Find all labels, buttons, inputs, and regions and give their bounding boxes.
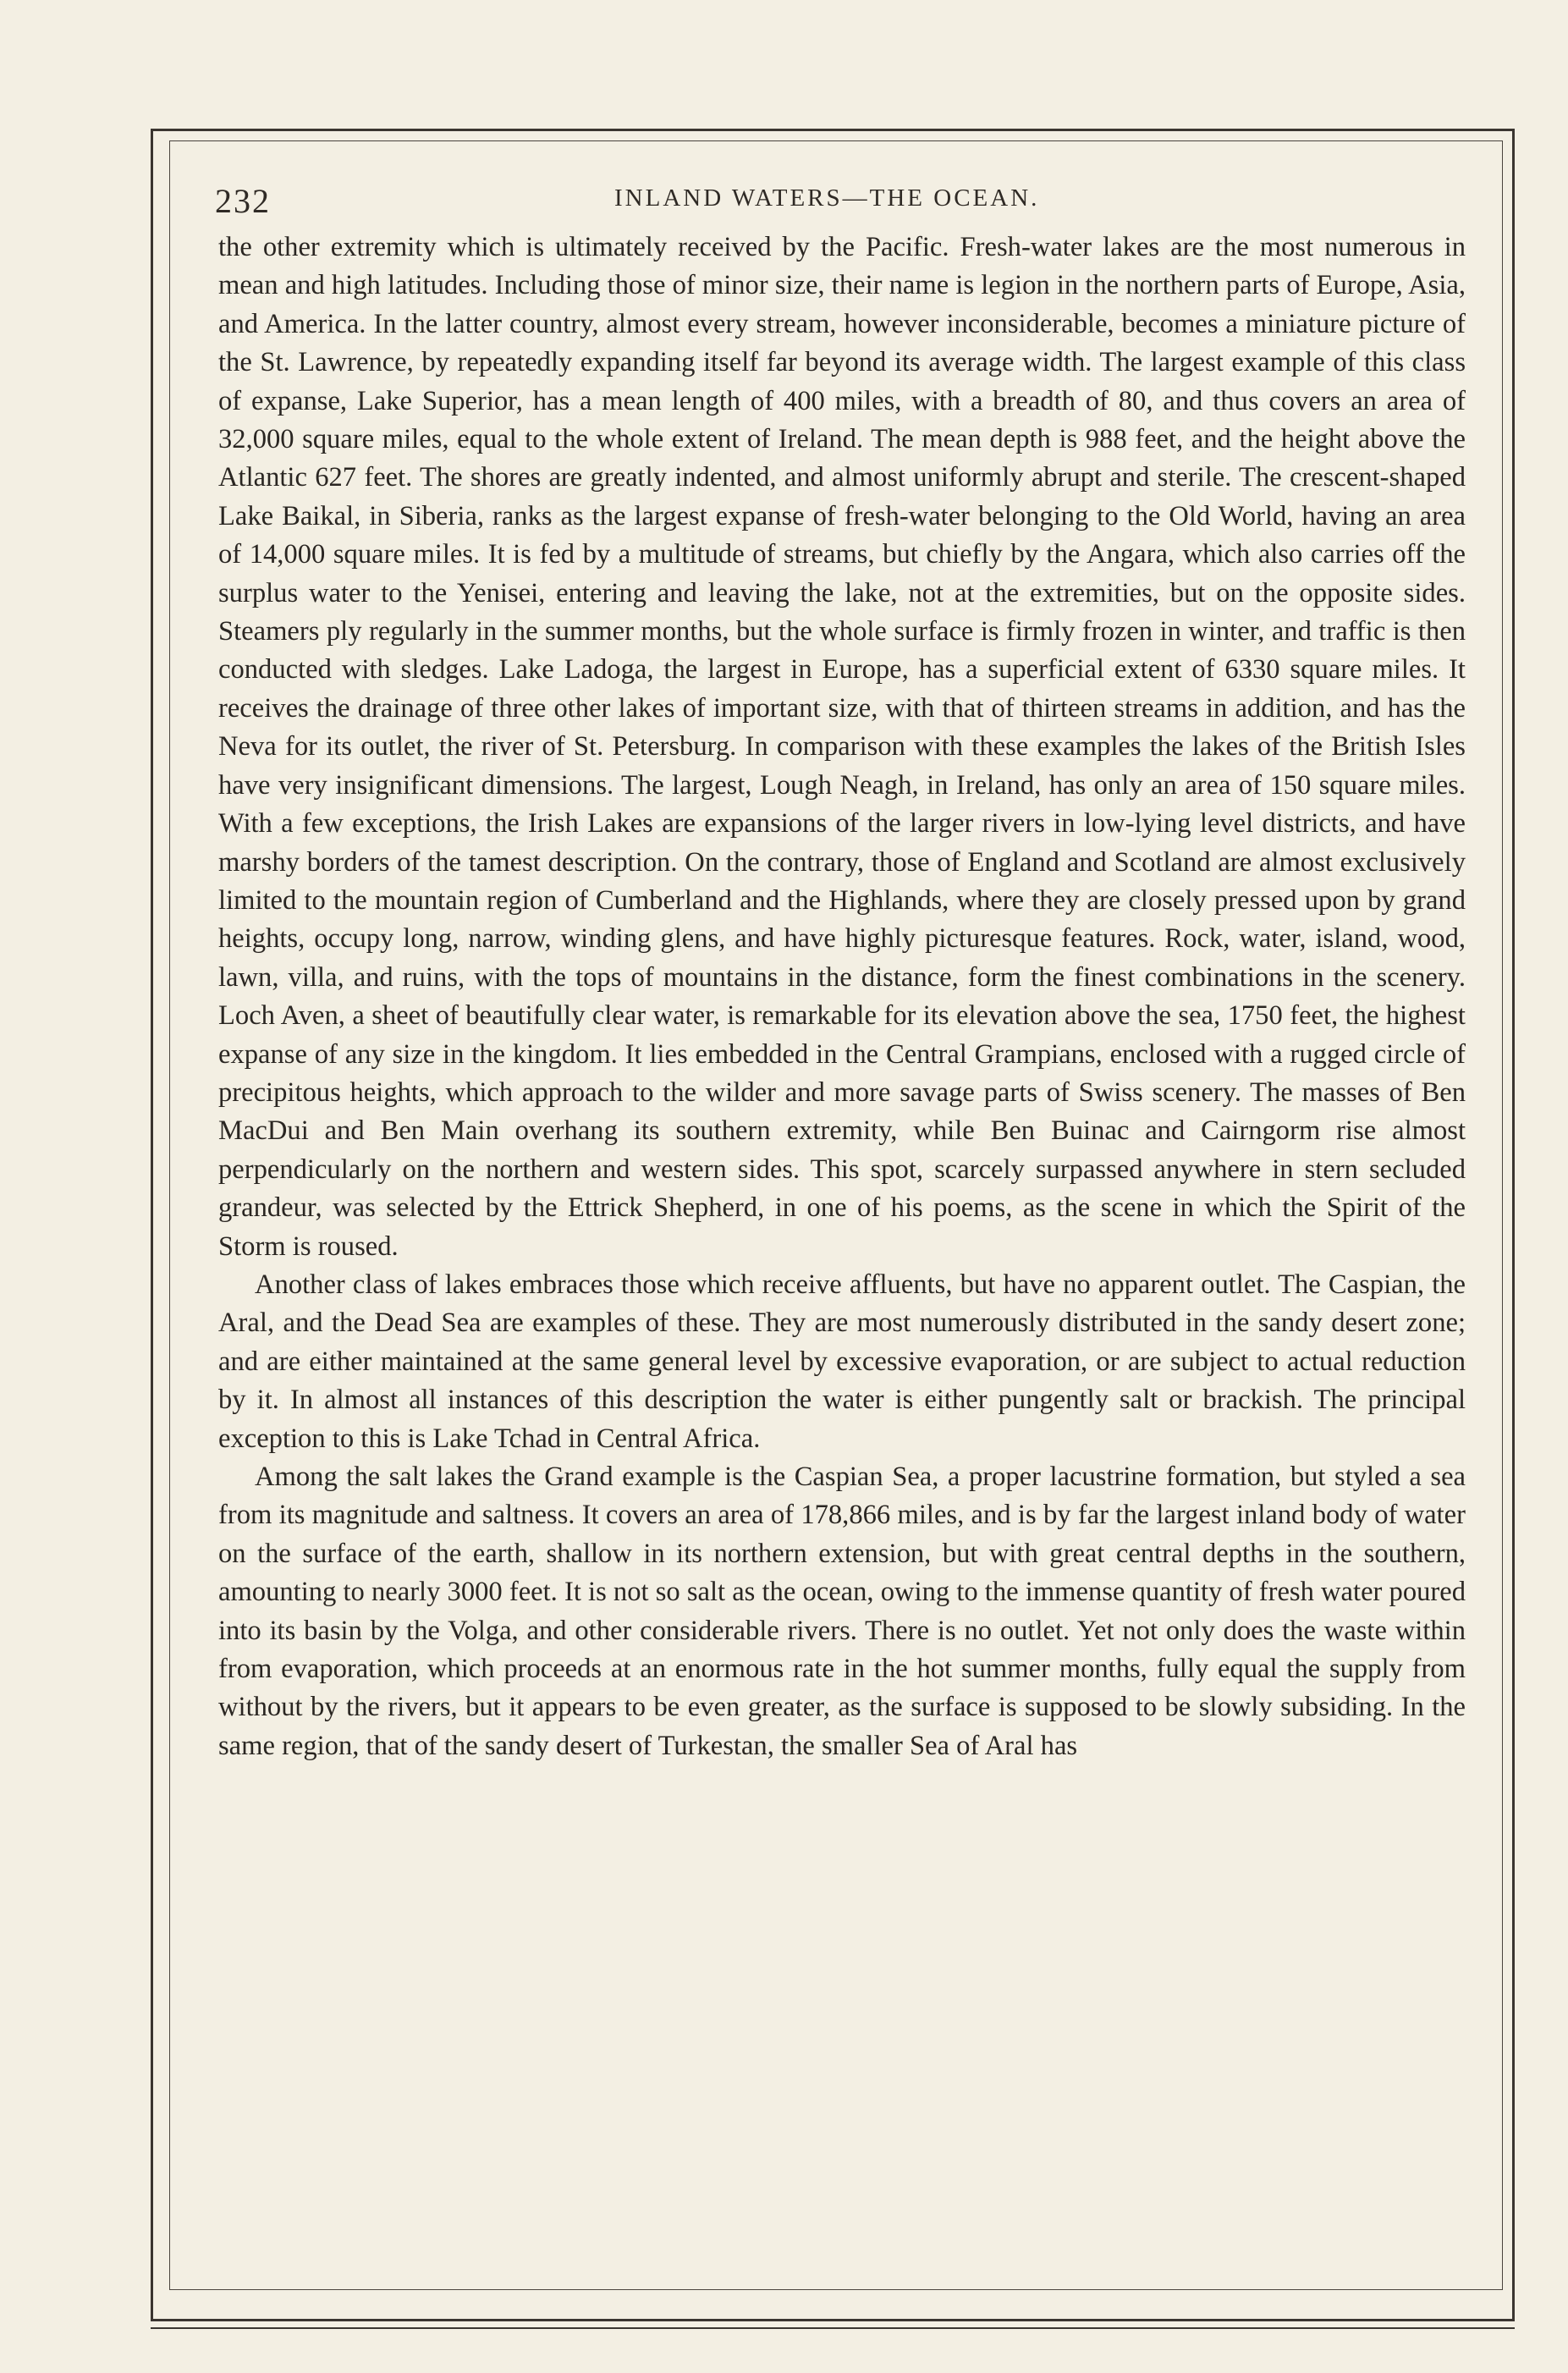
paragraph-caspian-sea: Among the salt lakes the Grand example is the Caspian Sea, a proper lacustrine formation, but styled a sea from its magnitude and saltness. It covers an area of 178,866 miles, and is by far the largest inland body of water on the surface of the earth, shallow in its northern extension, but with great central depths in the southern, amounting to nearly 3000 feet. It is not so salt as the ocean, owing to the immense quantity of fresh water poured into its basin by the Volga, and other considerable rivers. There is no outlet. Yet not only does the waste within from evaporation, which proceeds at an enormous rate in the hot summer months, fully equal the supply from without by the rivers, but it appears to be even greater, as the surface is supposed to be slowly subsiding. In the same region, that of the sandy desert of Turkestan, the smaller Sea of Aral has (218, 1462, 1466, 1761)
page-number: 232 (215, 182, 271, 220)
body-text (218, 228, 1466, 1765)
running-title: INLAND WATERS—THE OCEAN. (614, 184, 1040, 212)
paragraph-lakes-no-outlet: Another class of lakes embraces those which receive affluents, but have no apparent outlet. The Caspian, the Aral, and the Dead Sea are examples of these. They are most numerously distributed in the sandy desert zone; and are either maintained at the same general level by excessive evaporation, or are subject to actual reduction by it. In almost all instances of this description the water is either pungently salt or brackish. The principal exception to this is Lake Tchad in Central Africa. (218, 1269, 1466, 1454)
bottom-rule (151, 2327, 1515, 2329)
paragraph-lakes-fresh-water: the other extremity which is ultimately received by the Pacific. Fresh-water lakes are the most numerous in mean and high latitudes. Including those of minor size, their name is legion in the northern parts of Europe, Asia, and America. In the latter country, almost every stream, however inconsiderable, becomes a miniature picture of the St. Lawrence, by repeatedly expanding itself far beyond its average width. The largest example of this class of expanse, Lake Superior, has a mean length of 400 miles, with a breadth of 80, and thus covers an area of 32,000 square miles, equal to the whole extent of Ireland. The mean depth is 988 feet, and the height above the Atlantic 627 feet. The shores are greatly indented, and almost uniformly abrupt and sterile. The crescent-shaped Lake Baikal, in Siberia, ranks as the largest expanse of fresh-water belonging to the Old World, having an area of 14,000 square miles. It is fed by a multitude of streams, but chiefly by the Angara, which also carries off the surplus water to the Yenisei, entering and leaving the lake, not at the extremities, but on the opposite sides. Steamers ply regularly in the summer months, but the whole surface is firmly frozen in winter, and traffic is then conducted with sledges. Lake Ladoga, the largest in Europe, has a superficial extent of 6330 square miles. It receives the drainage of three other lakes of important size, with that of thirteen streams in addition, and has the Neva for its outlet, the river of St. Petersburg. In comparison with these examples the lakes of the British Isles have very insignificant dimensions. The largest, Lough Neagh, in Ireland, has only an area of 150 square miles. With a few exceptions, the Irish Lakes are expansions of the larger rivers in low-lying level districts, and have marshy borders of the tamest description. On the contrary, those of England and Scotland are almost exclusively limited to the mountain region of Cumberland and the Highlands, where they are closely pressed upon by grand heights, occupy long, narrow, winding glens, and have highly picturesque features. Rock, water, island, wood, lawn, villa, and ruins, with the tops of mountains in the distance, form the finest combinations in the scenery. Loch Aven, a sheet of beautifully clear water, is remarkable for its elevation above the sea, 1750 feet, the highest expanse of any size in the kingdom. It lies embedded in the Central Grampians, enclosed with a rugged circle of precipitous heights, which approach to the wilder and more savage parts of Swiss scenery. The masses of Ben MacDui and Ben Main overhang its southern extremity, while Ben Buinac and Cairngorm rise almost perpendicularly on the northern and western sides. This spot, scarcely surpassed anywhere in stern secluded grandeur, was selected by the Ettrick Shepherd, in one of his poems, as the scene in which the Spirit of the Storm is roused. (218, 232, 1466, 1262)
